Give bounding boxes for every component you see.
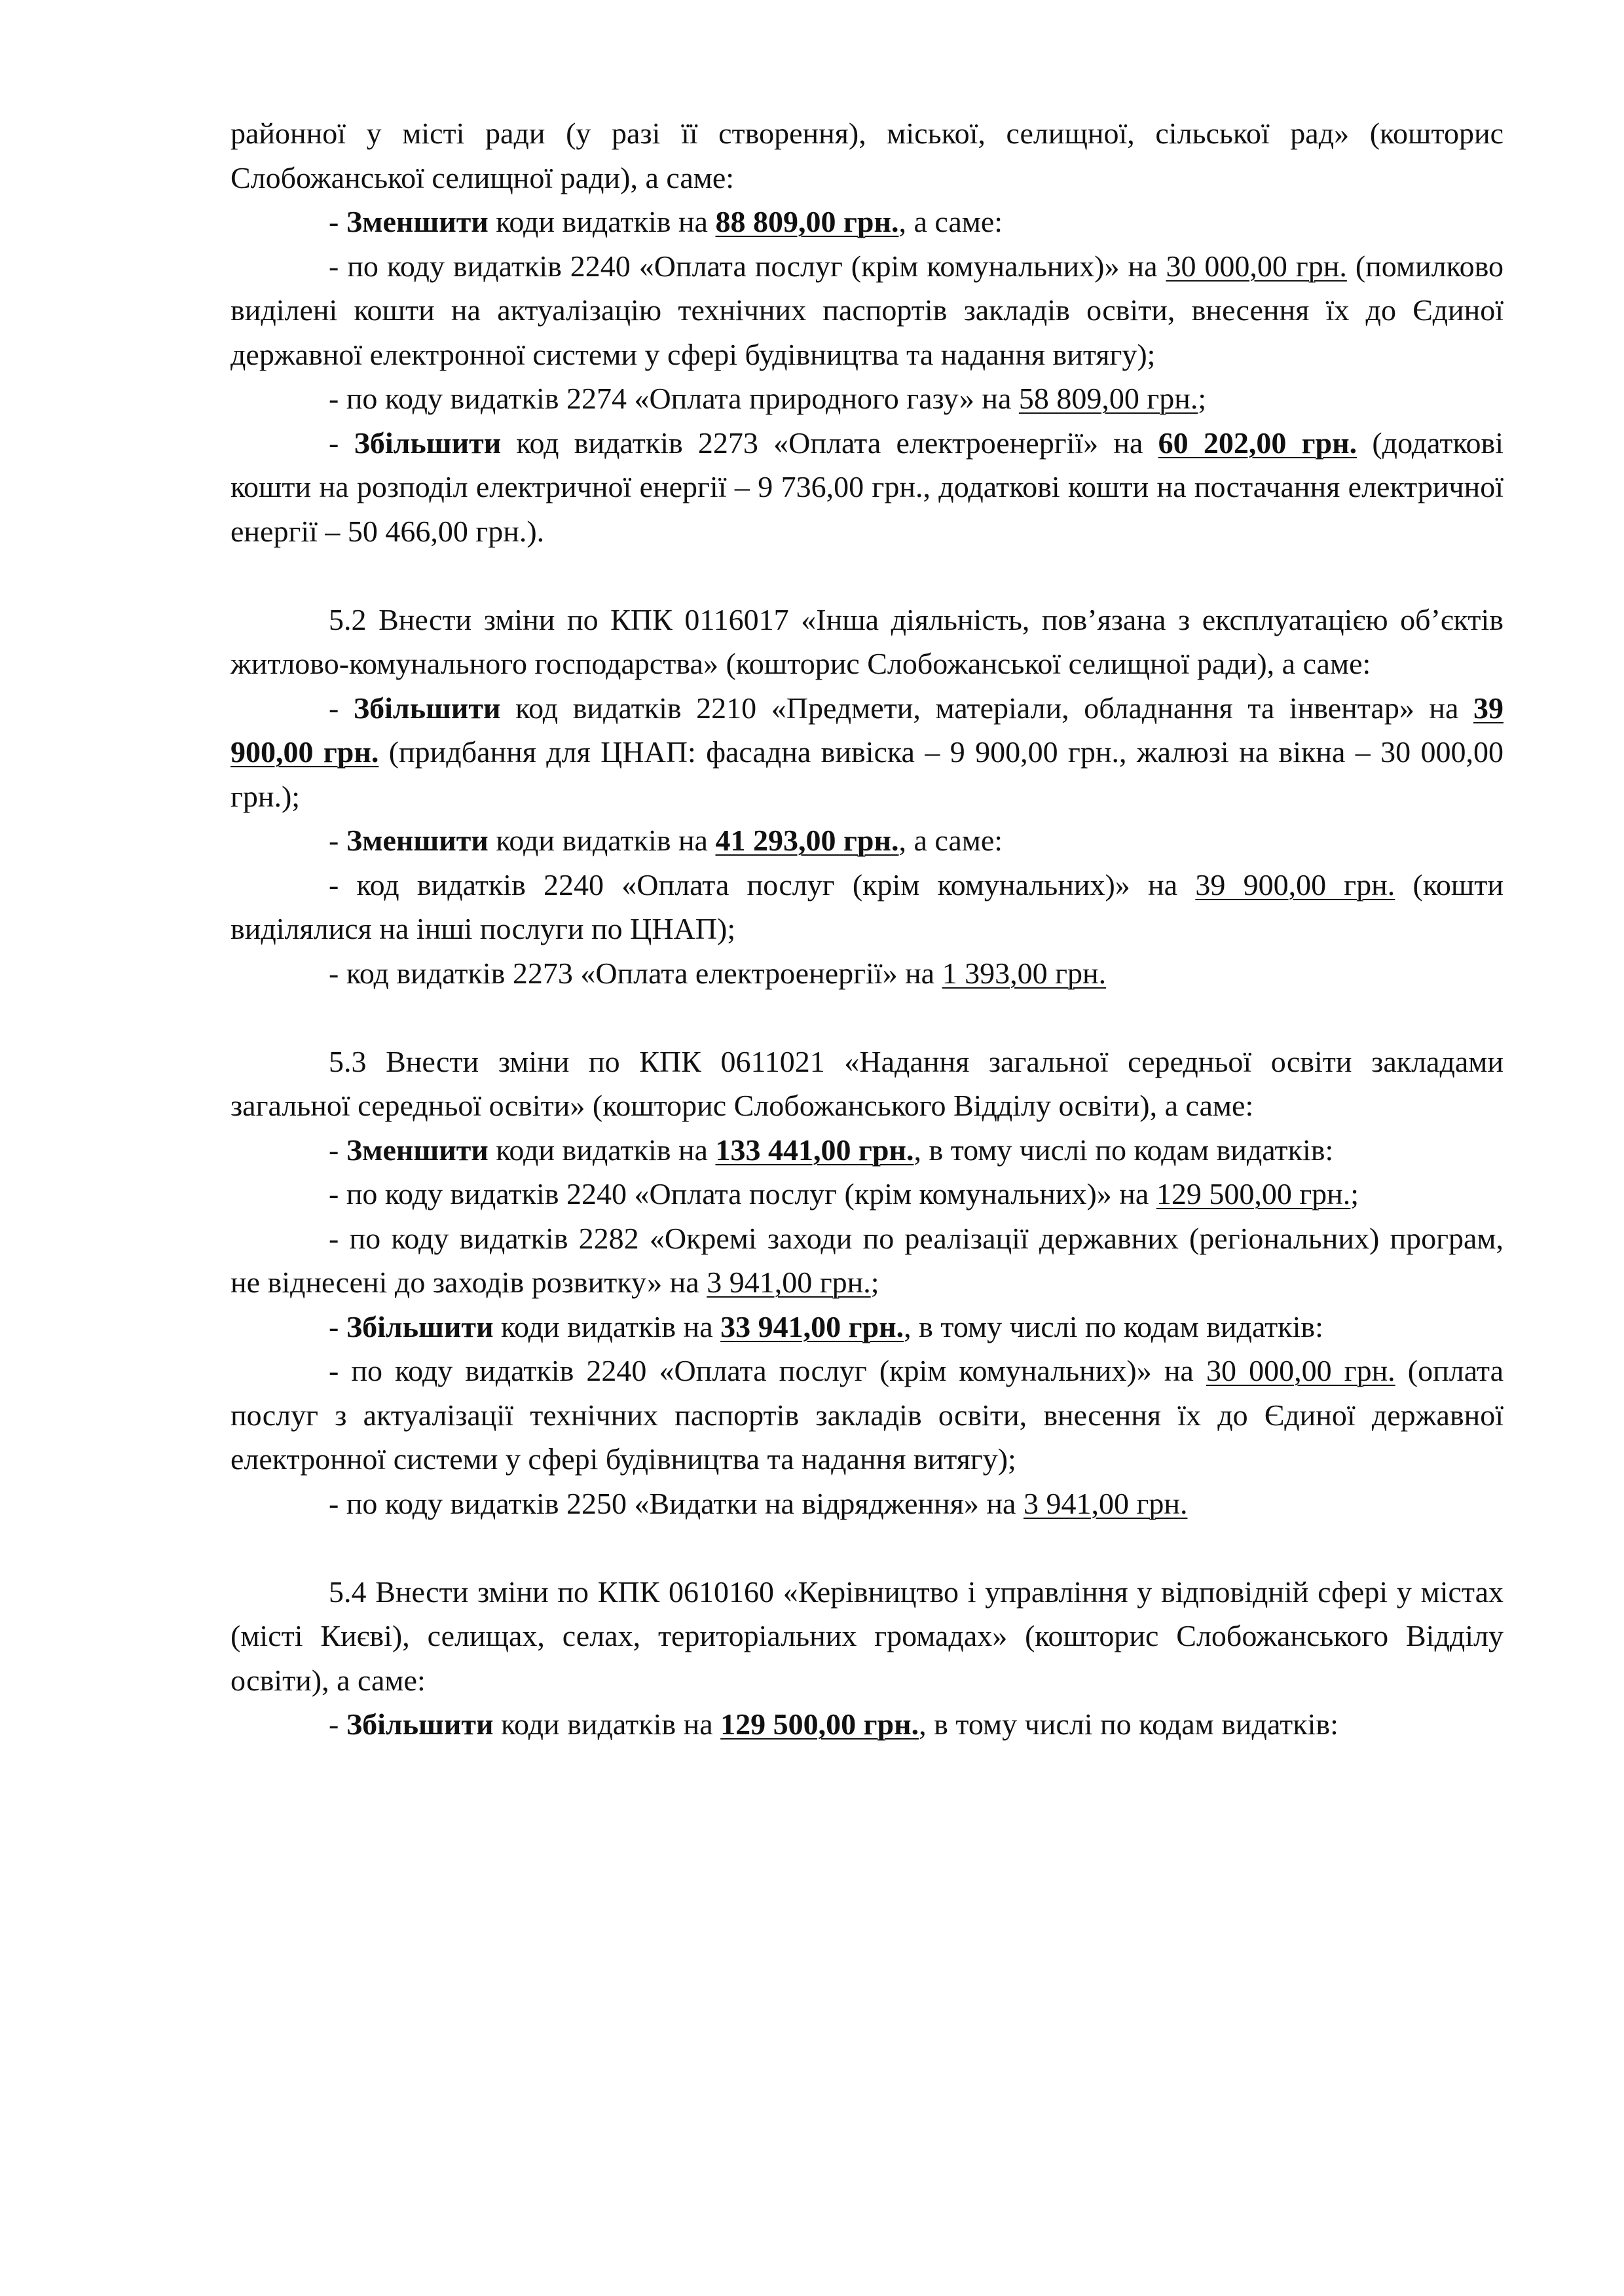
section-heading-text: 5.3 Внести зміни по КПК 0611021 «Надання загальної середньої освіти закладами загальної середньої освіти» (кошторис Слобожанського Відділу освіти), а саме: [231, 1044, 1504, 1122]
text-run: код видатків 2210 «Предмети, матеріали, обладнання та інвентар» на [500, 691, 1473, 725]
action-keyword: Зменшити [346, 1133, 489, 1167]
intro-text: районної у місті ради (у разі її створення), міської, селищної, сільської рад» (кошторис Слобожанської селищної ради), а саме: [231, 117, 1504, 194]
intro-paragraph [231, 111, 1504, 200]
text-run: коди видатків на [488, 824, 716, 857]
text-run: (додаткові кошти на розподіл електричної енергії – 9 736,00 грн., додаткові кошти на постачання електричної енергії – 50 466,00 грн.). [231, 426, 1504, 548]
code-2274-paragraph [231, 376, 1504, 421]
text-run: (придбання для ЦНАП: фасадна вивіска – 9 900,00 грн., жалюзі на вікна – 30 000,00 грн.); [231, 735, 1504, 813]
text-run: код видатків 2273 «Оплата електроенергії» на [501, 426, 1158, 460]
text-run: коди видатків на [488, 1133, 716, 1167]
amount-total: 33 941,00 грн. [720, 1309, 904, 1343]
text-run: , а саме: [898, 205, 1003, 238]
section-5-3-item-2282 [231, 1216, 1504, 1305]
amount-total: 60 202,00 грн. [1158, 426, 1357, 460]
amount: 30 000,00 грн. [1206, 1354, 1395, 1387]
section-5-3-heading [231, 1040, 1504, 1128]
text-run: , в тому числі по кодам видатків: [919, 1707, 1338, 1741]
text-run: - [329, 824, 346, 857]
spacer [231, 553, 1504, 598]
text-run: - [329, 426, 354, 460]
text-run: коди видатків на [488, 205, 716, 238]
text-run: - по коду видатків 2250 «Видатки на відрядження» на [329, 1486, 1024, 1520]
amount: 39 900,00 грн. [1195, 867, 1395, 902]
section-5-4-heading [231, 1570, 1504, 1703]
action-keyword: Збільшити [346, 1309, 494, 1343]
text-run: - по коду видатків 2282 «Окремі заходи по реалізації державних (регіональних) програм, не віднесені до заходів розвитку» на [231, 1221, 1504, 1299]
amount-total: 39 900,00 грн. [231, 691, 1504, 769]
document-page [231, 111, 1504, 1747]
text-run: коди видатків на [493, 1707, 721, 1741]
text-run: - код видатків 2240 «Оплата послуг (крім комунальних)» на [329, 867, 1196, 902]
text-run: - [329, 1707, 346, 1741]
amount-total: 129 500,00 грн. [720, 1707, 919, 1741]
text-run: ; [1198, 382, 1207, 415]
amount-total: 88 809,00 грн. [715, 205, 899, 238]
text-run: , в тому числі по кодам видатків: [904, 1309, 1323, 1343]
increase-2273-paragraph [231, 421, 1504, 554]
section-5-2-item-2273 [231, 951, 1504, 996]
text-run: - по коду видатків 2240 «Оплата послуг (крім комунальних)» на [329, 1177, 1156, 1211]
text-run: - по коду видатків 2274 «Оплата природного газу» на [329, 382, 1019, 415]
section-5-2-item-2240 [231, 863, 1504, 951]
text-run: (помилково виділені кошти на актуалізацію технічних паспортів закладів освіти, внесення їх до Єдиної державної електронної системи у сфері будівництва та надання витягу); [231, 249, 1504, 371]
amount-total: 41 293,00 грн. [715, 824, 899, 857]
amount: 129 500,00 грн. [1156, 1177, 1351, 1211]
text-run: ; [1350, 1177, 1359, 1211]
text-run: - [329, 205, 346, 238]
action-keyword: Збільшити [354, 426, 502, 460]
text-run: - [329, 1133, 346, 1167]
text-run: , а саме: [898, 824, 1003, 857]
text-run: коди видатків на [493, 1309, 721, 1343]
section-5-3-item-2240 [231, 1172, 1504, 1216]
section-5-4-increase [231, 1702, 1504, 1747]
text-run: (оплата послуг з актуалізації технічних паспортів закладів освіти, внесення їх до Єдиної державної електронної системи у сфері будівництва та надання витягу); [231, 1354, 1504, 1476]
action-keyword: Зменшити [346, 205, 489, 238]
action-keyword: Збільшити [353, 691, 501, 725]
text-run: - [329, 1309, 346, 1343]
text-run: - код видатків 2273 «Оплата електроенергії» на [329, 956, 942, 990]
section-heading-text: 5.2 Внести зміни по КПК 0116017 «Інша діяльність, пов’язана з експлуатацією об’єктів житлово-комунального господарства» (кошторис Слобожанської селищної ради), а саме: [231, 602, 1504, 680]
amount: 30 000,00 грн. [1166, 249, 1347, 283]
section-5-2-increase [231, 686, 1504, 819]
section-5-2-reduce [231, 818, 1504, 863]
spacer [231, 995, 1504, 1040]
amount: 1 393,00 грн. [942, 956, 1107, 990]
action-keyword: Зменшити [346, 824, 489, 857]
amount: 3 941,00 грн. [707, 1266, 871, 1299]
section-5-3-item-2240-inc [231, 1349, 1504, 1482]
amount: 58 809,00 грн. [1018, 382, 1198, 415]
text-run: - по коду видатків 2240 «Оплата послуг (крім комунальних)» на [329, 249, 1166, 283]
section-5-3-reduce [231, 1128, 1504, 1173]
section-heading-text: 5.4 Внести зміни по КПК 0610160 «Керівництво і управління у відповідній сфері у містах (місті Києві), селищах, селах, територіальних громадах» (кошторис Слобожанського Відділу освіти), а саме: [231, 1575, 1504, 1697]
code-2240-paragraph [231, 244, 1504, 377]
text-run: (кошти виділялися на інші послуги по ЦНАП); [231, 867, 1504, 945]
text-run: - [329, 691, 354, 725]
amount: 3 941,00 грн. [1023, 1486, 1188, 1520]
section-5-3-increase [231, 1305, 1504, 1349]
reduce-paragraph [231, 200, 1504, 244]
text-run: ; [870, 1266, 879, 1299]
text-run: - по коду видатків 2240 «Оплата послуг (крім комунальних)» на [329, 1354, 1206, 1387]
action-keyword: Збільшити [346, 1707, 494, 1741]
text-run: , в тому числі по кодам видатків: [913, 1133, 1334, 1167]
section-5-2-heading [231, 598, 1504, 686]
spacer [231, 1525, 1504, 1570]
section-5-3-item-2250 [231, 1482, 1504, 1526]
amount-total: 133 441,00 грн. [715, 1133, 914, 1167]
